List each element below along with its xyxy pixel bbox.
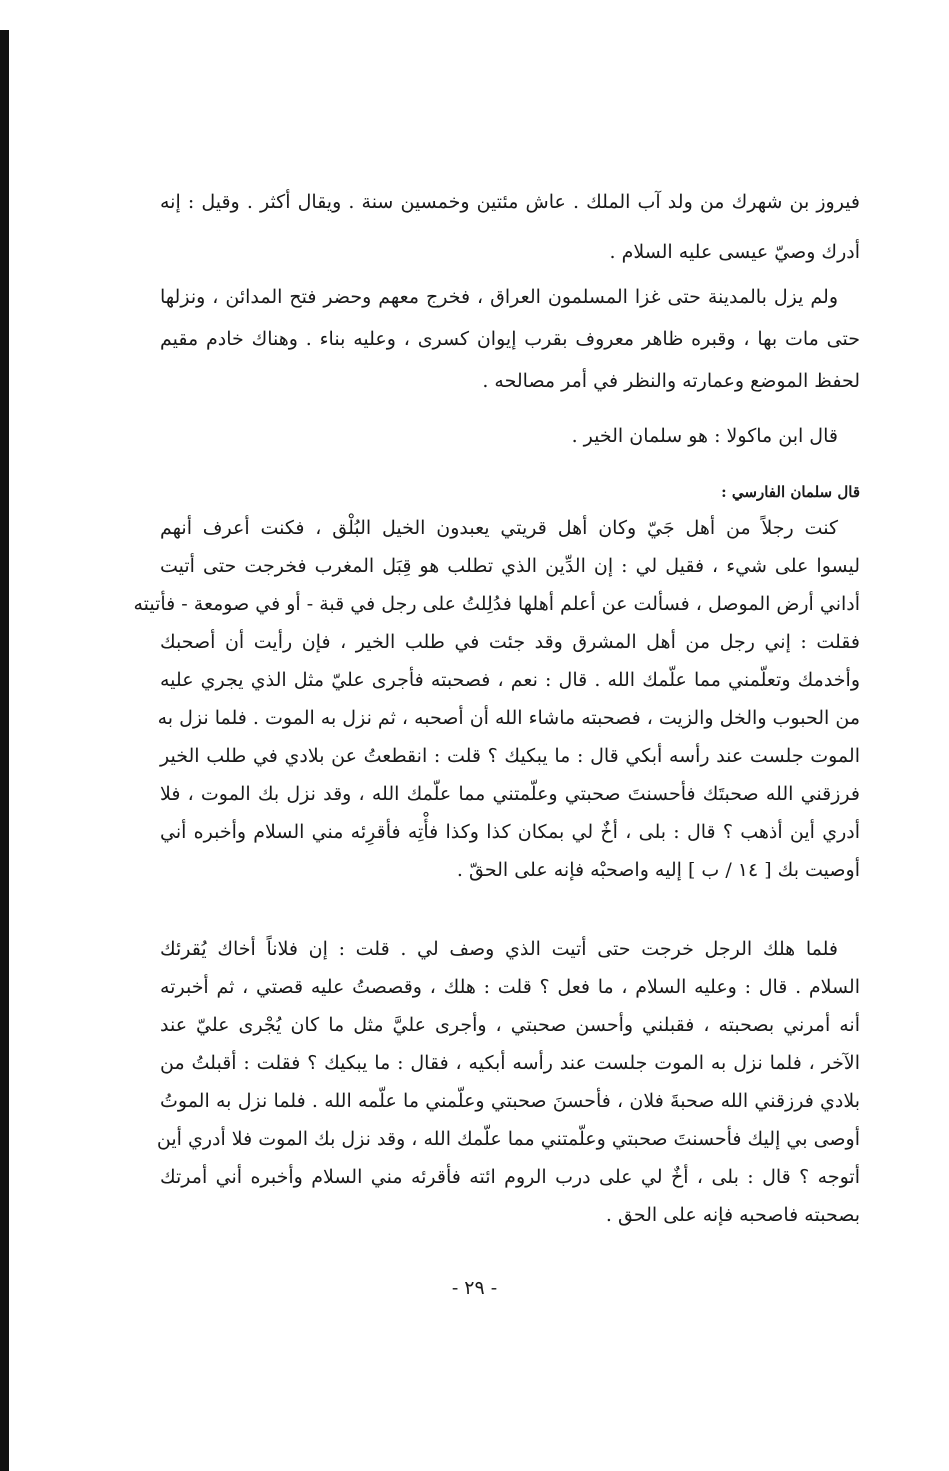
text-line: فقلت : إني رجل من أهل المشرق وقد جئت في طلب الخير ، فإن رأيت أن أصحبك xyxy=(160,631,860,653)
text-line: ليسوا على شيء ، فقيل لي : إن الدِّين الذي تطلب هو قِبَل المغرب فخرجت حتى أتيت xyxy=(160,555,860,577)
text-line: حتى مات بها ، وقبره ظاهر معروف بقرب إيوان كسرى ، وعليه بناء . وهناك خادم مقيم xyxy=(160,328,860,350)
text-line: الآخر ، فلما نزل به الموت جلست عند رأسه أبكيه ، فقال : ما يبكيك ؟ فقلت : أقبلتُ من xyxy=(160,1052,860,1074)
paragraph-intro xyxy=(160,193,860,262)
text-line: أتوجه ؟ قال : بلى ، أخٌ لي على درب الروم ائته فأقرئه مني السلام وأخبره أني أمرتك xyxy=(160,1166,860,1188)
text-line: أدري أين أذهب ؟ قال : بلى ، أخٌ لي بمكان كذا وكذا فأْتِه فأقرِئه مني السلام وأخبره أني xyxy=(160,821,860,843)
paragraph-ibn-makula xyxy=(160,427,860,446)
text-line: فيروز بن شهرك من ولد آب الملك . عاش مئتين وخمسين سنة . ويقال أكثر . وقيل : إنه xyxy=(160,191,860,213)
section-heading xyxy=(160,485,860,500)
page-number: - ٢٩ - xyxy=(451,1277,498,1299)
text-line: بلادي فرزقني الله صحبةَ فلان ، فأحسنَ صحبتي وعلّمني ما علّمه الله . فلما نزل به الموتُ xyxy=(160,1090,860,1112)
text-line: فرزقني الله صحبتَك فأحسنتَ صحبتي وعلّمتني مما علّمك الله ، وقد نزل بك الموت ، فلا xyxy=(160,783,860,805)
scan-edge-shadow xyxy=(0,30,9,1471)
text-line: لحفظ الموضع وعمارته والنظر في أمر مصالحه . xyxy=(482,370,860,392)
paragraph-madain xyxy=(160,288,860,391)
text-line: بصحبته فاصحبه فإنه على الحق . xyxy=(605,1204,860,1226)
text-line: كنت رجلاً من أهل جَيّ وكان أهل قريتي يعبدون الخيل البُلْق ، فكنت أعرف أنهم xyxy=(160,517,838,539)
text-line: الموت جلست عند رأسه أبكي قال : ما يبكيك ؟ قلت : انقطعتُ عن بلادي في طلب الخير xyxy=(160,745,860,767)
paragraph-second-companion xyxy=(156,938,860,1226)
text-line: قال ابن ماكولا : هو سلمان الخير . xyxy=(571,425,838,447)
text-line: من الحبوب والخل والزيت ، فصحبته ماشاء الله أن أصحبه ، ثم نزل به الموت . فلما نزل به xyxy=(157,707,860,729)
paragraph-salman-story xyxy=(133,517,860,881)
text-line: فلما هلك الرجل خرجت حتى أتيت الذي وصف لي . قلت : إن فلاناً أخاك يُقرئك xyxy=(160,938,838,960)
text-line: أوصيت بك [ ١٤ / ب ] إليه واصحبْه فإنه على الحقّ . xyxy=(456,859,860,881)
text-line: أوصى بي إليك فأحسنتَ صحبتي وعلّمتني مما علّمك الله ، وقد نزل بك الموت فلا أدري أين xyxy=(156,1128,860,1150)
text-line: السلام . قال : وعليه السلام ، ما فعل ؟ قلت : هلك ، وقصصتُ عليه قصتي ، ثم أخبرته xyxy=(160,976,860,998)
text-line: أداني أرض الموصل ، فسألت عن أعلم أهلها فدُلِلتُ على رجل في قبة - أو في صومعة - فأتيته xyxy=(133,593,860,615)
text-line: أنه أمرني بصحبته ، فقبلني وأحسن صحبتي ، وأجرى عليَّ مثل ما كان يُجْرى عليّ عند xyxy=(160,1014,860,1036)
text-line: وأخدمك وتعلّمني مما علّمك الله . قال : نعم ، فصحبته فأجرى عليّ مثل الذي يجري عليه xyxy=(160,669,860,691)
text-line: ولم يزل بالمدينة حتى غزا المسلمون العراق ، فخرج معهم وحضر فتح المدائن ، ونزلها xyxy=(160,286,838,308)
text-line: أدرك وصيّ عيسى عليه السلام . xyxy=(609,241,860,263)
heading-text: قال سلمان الفارسي : xyxy=(721,483,860,501)
